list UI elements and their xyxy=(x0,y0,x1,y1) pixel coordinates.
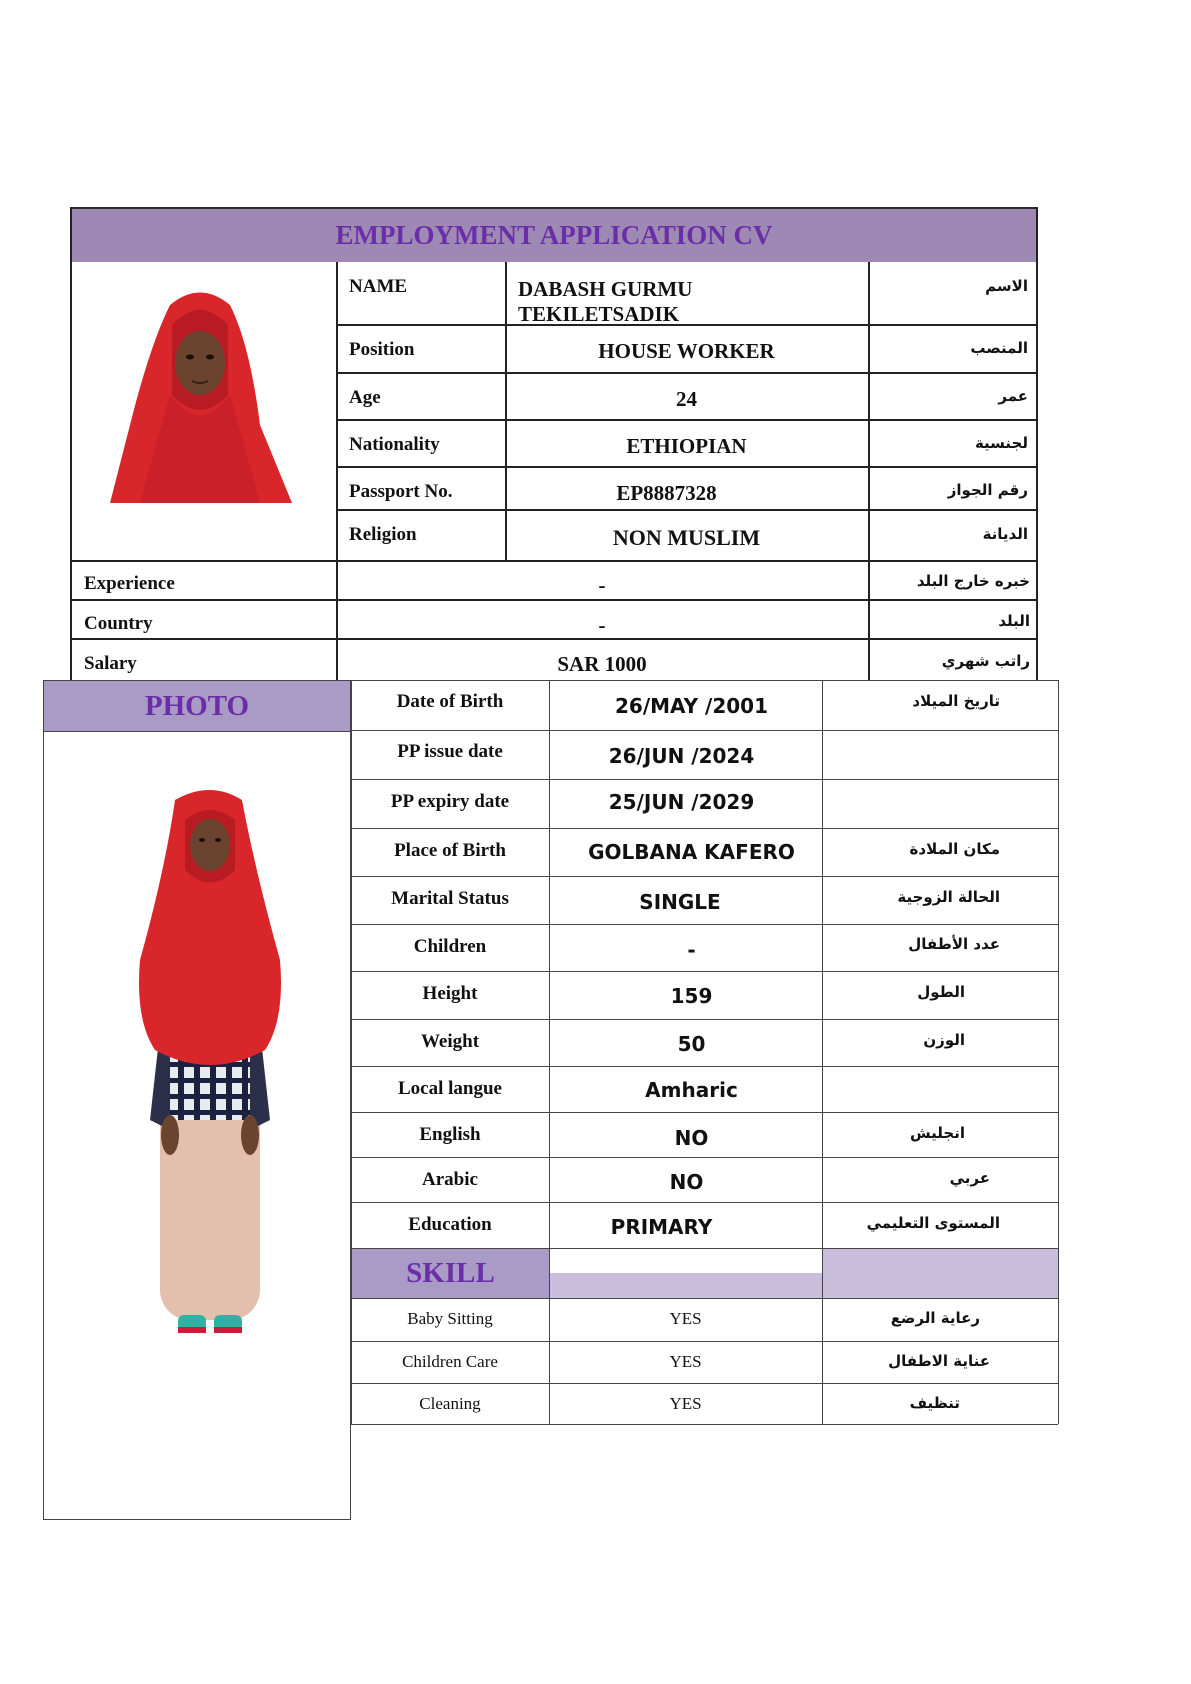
english-label: English xyxy=(419,1124,481,1145)
dob-value: 26/MAY /2001 xyxy=(614,694,769,718)
arabic-arabic: عربي xyxy=(949,1169,990,1187)
education-value: PRIMARY xyxy=(610,1215,713,1239)
country-arabic: البلد xyxy=(998,612,1030,630)
marital-status-value: SINGLE xyxy=(639,890,721,914)
religion-label: Religion xyxy=(349,524,417,545)
skill-header-band xyxy=(550,1273,822,1298)
english-value: NO xyxy=(674,1126,709,1150)
children-value: - xyxy=(687,938,696,962)
local-language-label: Local langue xyxy=(398,1078,502,1099)
photo-header: PHOTO xyxy=(44,681,350,731)
experience-arabic: خبره خارج البلد xyxy=(916,572,1030,590)
country-value: - xyxy=(598,613,606,637)
age-value: 24 xyxy=(676,387,697,411)
portrait-photo xyxy=(110,285,292,503)
arabic-label: Arabic xyxy=(422,1169,478,1190)
skill-baby-sitting-label: Baby Sitting xyxy=(407,1309,493,1328)
children-label: Children xyxy=(413,936,487,957)
religion-arabic: الديانة xyxy=(982,525,1028,543)
skill-children-care-arabic: عناية الاطفال xyxy=(888,1352,990,1370)
local-language-value: Amharic xyxy=(645,1078,738,1102)
skill-header-band-right xyxy=(823,1249,1058,1298)
place-of-birth-label: Place of Birth xyxy=(394,840,506,861)
skill-cleaning-label: Cleaning xyxy=(419,1394,481,1413)
marital-status-label: Marital Status xyxy=(391,888,509,909)
weight-value: 50 xyxy=(677,1032,706,1056)
salary-value: SAR 1000 xyxy=(557,652,647,676)
dob-label: Date of Birth xyxy=(396,691,504,712)
salary-arabic: راتب شهري xyxy=(941,652,1030,670)
pp-expiry-value: 25/JUN /2029 xyxy=(608,790,755,814)
place-of-birth-value: GOLBANA KAFERO xyxy=(588,840,795,864)
cv-title: EMPLOYMENT APPLICATION CV xyxy=(70,207,1038,262)
skill-baby-sitting-arabic: رعاية الرضع xyxy=(890,1309,980,1327)
nationality-value: ETHIOPIAN xyxy=(626,434,747,458)
experience-value: - xyxy=(598,573,606,597)
skill-header: SKILL xyxy=(352,1249,549,1298)
skill-children-care-value: YES xyxy=(669,1352,702,1371)
nationality-label: Nationality xyxy=(349,434,440,455)
place-of-birth-arabic: مكان الملادة xyxy=(909,840,1000,858)
arabic-value: NO xyxy=(669,1170,704,1194)
english-arabic: انجليش xyxy=(909,1124,965,1142)
pp-issue-label: PP issue date xyxy=(397,741,503,762)
experience-label: Experience xyxy=(84,573,175,594)
name-label: NAME xyxy=(349,276,408,297)
name-value: DABASH GURMU TEKILETSADIK xyxy=(518,277,693,326)
full-body-photo xyxy=(130,790,290,1345)
position-label: Position xyxy=(349,339,415,360)
height-label: Height xyxy=(422,983,478,1004)
education-label: Education xyxy=(408,1214,492,1235)
passport-arabic: رقم الجواز xyxy=(947,481,1028,499)
height-value: 159 xyxy=(670,984,713,1008)
age-label: Age xyxy=(349,387,381,408)
marital-status-arabic: الحالة الزوجية xyxy=(897,888,1000,906)
height-arabic: الطول xyxy=(917,983,965,1001)
education-arabic: المستوى التعليمي xyxy=(866,1214,1000,1232)
name-arabic: الاسم xyxy=(985,277,1028,295)
skill-cleaning-arabic: تنظيف xyxy=(909,1394,960,1412)
children-arabic: عدد الأطفال xyxy=(908,935,1000,953)
dob-arabic: تاريخ الميلاد xyxy=(912,692,1000,710)
skill-baby-sitting-value: YES xyxy=(669,1309,702,1328)
passport-value: EP8887328 xyxy=(616,481,717,505)
nationality-arabic: لجنسية xyxy=(974,434,1028,452)
passport-label: Passport No. xyxy=(349,481,453,502)
age-arabic: عمر xyxy=(998,387,1028,405)
position-arabic: المنصب xyxy=(970,339,1028,357)
skill-cleaning-value: YES xyxy=(669,1394,702,1413)
country-label: Country xyxy=(84,613,153,634)
weight-arabic: الوزن xyxy=(923,1031,965,1049)
skill-children-care-label: Children Care xyxy=(402,1352,498,1371)
pp-expiry-label: PP expiry date xyxy=(390,791,510,812)
religion-value: NON MUSLIM xyxy=(612,525,761,550)
position-value: HOUSE WORKER xyxy=(598,339,775,363)
weight-label: Weight xyxy=(420,1031,480,1052)
salary-label: Salary xyxy=(84,653,137,674)
pp-issue-value: 26/JUN /2024 xyxy=(608,744,755,768)
